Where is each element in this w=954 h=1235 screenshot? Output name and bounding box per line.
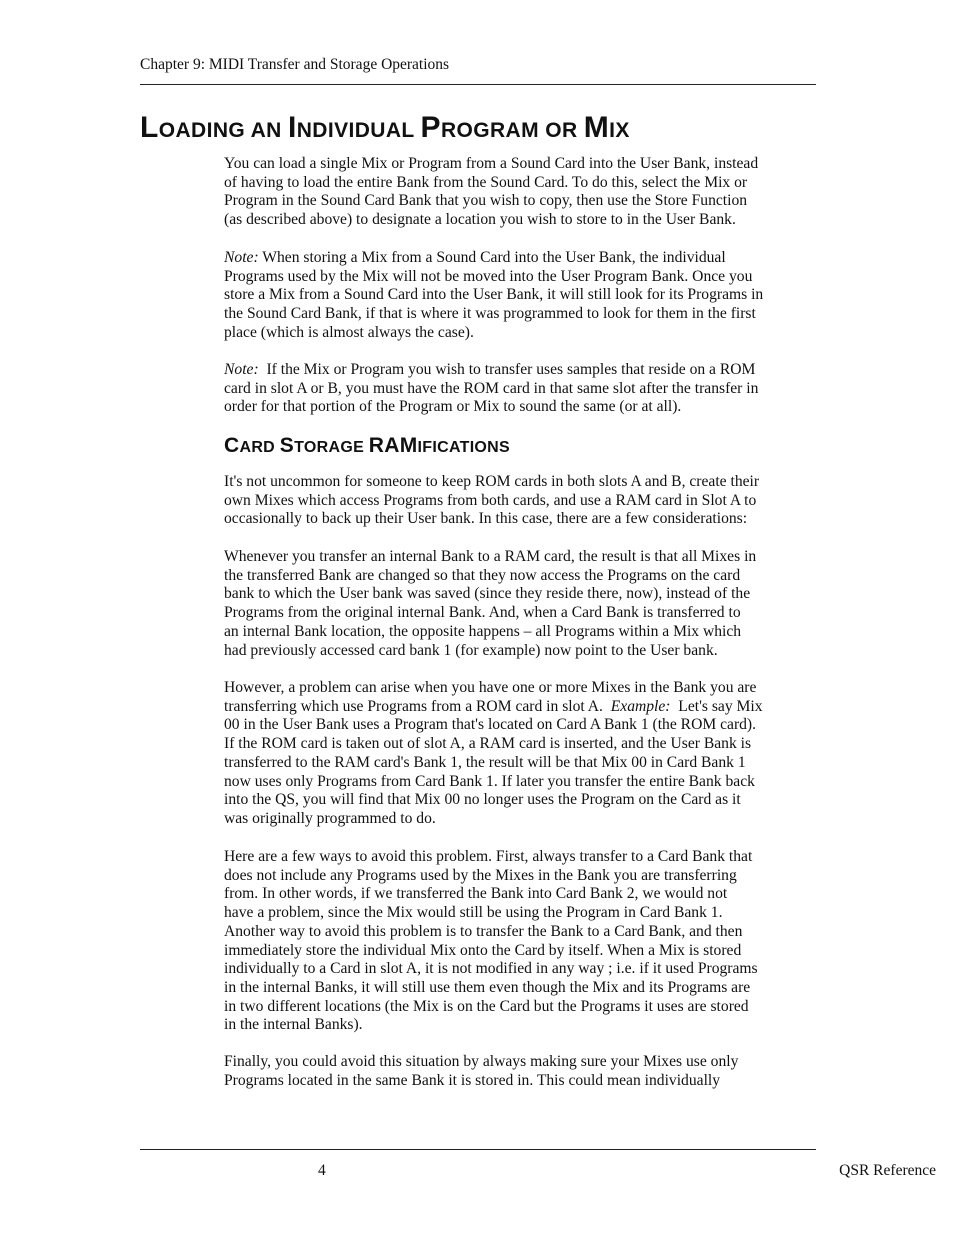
text-line: in the internal Banks, it will still use them even though the Mix and its Programs are — [224, 978, 751, 996]
note-text: If the Mix or Program you wish to transfer uses samples that reside on a ROM — [258, 361, 756, 378]
footer-doc-title: QSR Reference — [839, 1162, 936, 1179]
text-line — [224, 249, 820, 268]
title-rest: IX — [609, 119, 630, 142]
text-line: store a Mix from a Sound Card into the User Bank, it will still look for its Programs in — [224, 286, 764, 304]
text-line: It's not uncommon for someone to keep ROM cards in both slots A and B, create their — [224, 473, 760, 490]
text-line: Programs located in the same Bank it is stored in. This could mean individually — [224, 1071, 721, 1089]
text-fragment: transferring which use Programs from a ROM card in slot A. — [224, 697, 611, 715]
page-number: 4 — [318, 1162, 326, 1179]
text-line: order for that portion of the Program or Mix to sound the same (or at all). — [224, 398, 682, 416]
title-rest: NDIVIDUAL — [296, 119, 421, 142]
text-line: card in slot A or B, you must have the ROM card in that same slot after the transfer in — [224, 379, 759, 397]
text-line: Here are a few ways to avoid this problem. First, always transfer to a Card Bank that — [224, 848, 753, 865]
text-line: However, a problem can arise when you have one or more Mixes in the Bank you are — [224, 679, 757, 696]
example-label: Example: — [610, 697, 671, 715]
text-line: (as described above) to designate a location you wish to store to in the User Bank. — [224, 211, 736, 229]
paragraph-avoid — [224, 848, 820, 1035]
title-rest: OADING AN — [158, 119, 288, 142]
section-title — [140, 108, 630, 151]
text-line: have a problem, since the Mix would still be using the Program in Card Bank 1. — [224, 904, 723, 922]
text-line: If the ROM card is taken out of slot A, a RAM card is inserted, and the User Bank is — [224, 735, 752, 753]
note-label: Note: — [224, 361, 259, 378]
header-rule — [140, 84, 816, 85]
text-line: had previously accessed card bank 1 (for example) now point to the User bank. — [224, 641, 718, 659]
title-cap: M — [583, 111, 610, 144]
text-line: Whenever you transfer an internal Bank to a RAM card, the result is that all Mixes in — [224, 548, 757, 565]
title-rest: IFICATIONS — [417, 439, 511, 456]
title-rest: ROGRAM OR — [440, 119, 584, 142]
text-fragment: Let's say Mix — [670, 697, 763, 715]
paragraph-problem — [224, 679, 820, 829]
paragraph-considerations — [224, 473, 820, 529]
text-line: Finally, you could avoid this situation by always making sure your Mixes use only — [224, 1053, 739, 1070]
text-line: Program in the Sound Card Bank that you wish to copy, then use the Store Function — [224, 192, 748, 210]
text-line: the transferred Bank are changed so that they now access the Programs on the card — [224, 566, 741, 584]
running-head: Chapter 9: MIDI Transfer and Storage Operations — [140, 56, 450, 73]
text-line: transferred to the RAM card's Bank 1, the result will be that Mix 00 in Card Bank 1 — [224, 753, 746, 771]
text-line: into the QS, you will find that Mix 00 no longer uses the Program on the Card as it — [224, 791, 741, 809]
title-cap: I — [287, 111, 297, 144]
text-line: bank to which the User bank was saved (since they reside there, now), instead of the — [224, 585, 751, 603]
text-line: 00 in the User Bank uses a Program that's located on Card A Bank 1 (the ROM card). — [224, 716, 757, 734]
paragraph-finally — [224, 1053, 820, 1090]
footer-rule — [140, 1149, 816, 1150]
note-label: Note: — [224, 249, 259, 266]
title-rest: TORAGE — [294, 439, 369, 456]
title-cap: L — [140, 111, 159, 144]
text-line: does not include any Programs used by the Mixes in the Bank you are transferring — [224, 866, 737, 884]
text-line: now uses only Programs from Card Bank 1. If later you transfer the entire Bank back — [224, 772, 755, 790]
text-line: place (which is almost always the case). — [224, 323, 474, 341]
text-line: the Sound Card Bank, if that is where it was programmed to look for them in the first — [224, 305, 756, 323]
text-line: Another way to avoid this problem is to transfer the Bank to a Card Bank, and then — [224, 922, 743, 940]
text-line: of having to load the entire Bank from the Sound Card. To do this, select the Mix or — [224, 173, 748, 191]
paragraph-intro — [224, 155, 820, 230]
text-line — [224, 698, 820, 717]
note-text: When storing a Mix from a Sound Card into the User Bank, the individual — [258, 249, 726, 266]
text-line: immediately store the individual Mix onto the Card by itself. When a Mix is stored — [224, 941, 742, 959]
subsection-title — [224, 432, 510, 462]
text-line: in the internal Banks). — [224, 1016, 363, 1034]
text-line: own Mixes which access Programs from both cards, and use a RAM card in Slot A to — [224, 491, 757, 509]
title-cap: S — [279, 434, 295, 457]
text-line: was originally programmed to do. — [224, 809, 436, 827]
paragraph-note-2 — [224, 361, 820, 417]
text-line: in two different locations (the Mix is on the Card but the Programs it uses are stored — [224, 997, 749, 1015]
text-line: individually to a Card in slot A, it is not modified in any way ; i.e. if it used Programs — [224, 960, 758, 978]
title-cap: C — [224, 434, 240, 457]
text-line: from. In other words, if we transferred the Bank into Card Bank 2, we would not — [224, 885, 728, 903]
text-line: an internal Bank location, the opposite happens – all Programs within a Mix which — [224, 622, 742, 640]
text-line — [224, 361, 820, 380]
title-cap: RAM — [368, 434, 418, 457]
text-line: Programs from the original internal Bank. And, when a Card Bank is transferred to — [224, 604, 741, 622]
title-cap: P — [420, 111, 441, 144]
text-line: occasionally to back up their User bank. In this case, there are a few considerations: — [224, 510, 748, 528]
paragraph-note-1 — [224, 249, 820, 343]
paragraph-transfer-internal — [224, 548, 820, 660]
title-rest: ARD — [239, 439, 280, 456]
text-line: Programs used by the Mix will not be moved into the User Program Bank. Once you — [224, 267, 753, 285]
text-line: You can load a single Mix or Program from a Sound Card into the User Bank, instead — [224, 155, 759, 172]
